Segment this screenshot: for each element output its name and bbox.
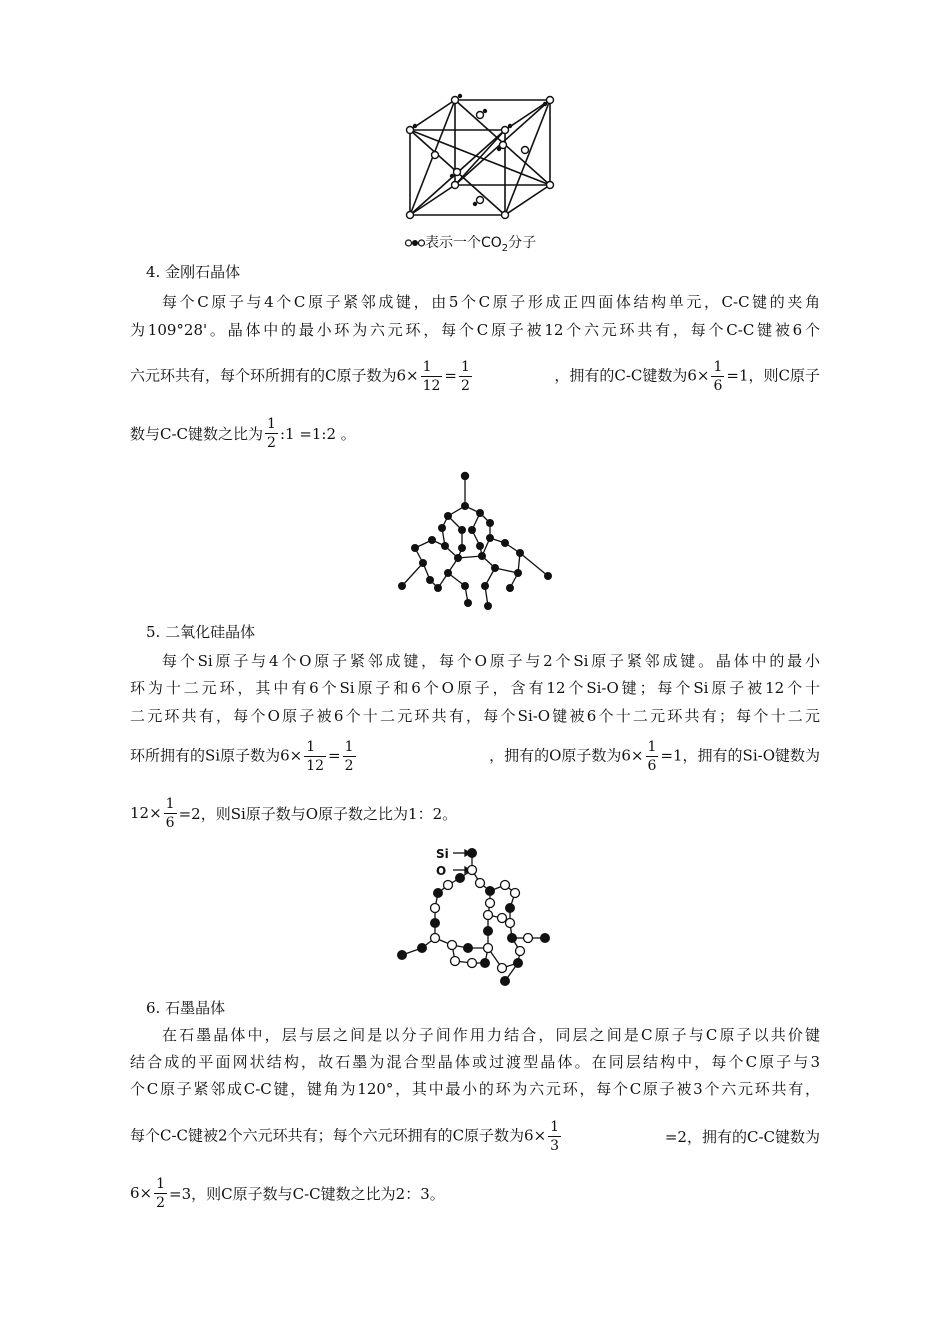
sec6-line-3: 个C原子紧邻成C-C键，键角为120°，其中最小的环为六元环，每个C原子被3个六元环共有， (130, 1080, 820, 1098)
sec6-line-2: 结合成的平面网状结构，故石墨为混合型晶体或过渡型晶体。在同层结构中，每个C原子与3 (130, 1053, 820, 1071)
co2-molecule-icon (405, 238, 425, 248)
sio2-crystal-figure (390, 843, 560, 993)
sec4-line-1: 每个C原子与4个C原子紧邻成键，由5个C原子形成正四面体结构单元，C-C键的夹角 (162, 293, 820, 311)
section-4-heading: 4. 金刚石晶体 (146, 263, 241, 281)
sec6-line-5: 6× $\frac{1}{2}$ =3，则C原子数与C-C键数之比为2：3。 (130, 1175, 445, 1211)
figure-caption: 表示一个$CO_2$分子 (405, 232, 536, 254)
sec4-line-4: 数与C-C键数之比为 $\frac{1}{2}$ :1 =1:2 。 (130, 415, 356, 451)
sec4-line-2: 为109°28'。晶体中的最小环为六元环，每个C原子被12个六元环共有，每个C-C键被6个 (130, 321, 820, 339)
co2-crystal-figure (395, 90, 565, 225)
o-label: O (436, 864, 447, 878)
sec6-line-4: 每个C-C键被2个六元环共有；每个六元环拥有的C原子数为6× $\frac{1}{3}$ =2，拥有的C-C键数为 (130, 1118, 820, 1154)
sec5-line-1: 每个Si原子与4个O原子紧邻成键，每个O原子与2个Si原子紧邻成键。晶体中的最小 (162, 652, 820, 670)
sec5-line-2: 环为十二元环，其中有6个Si原子和6个O原子，含有12个Si-O键；每个Si原子被12个十 (130, 679, 820, 697)
sec6-line-1: 在石墨晶体中，层与层之间是以分子间作用力结合，同层之间是C原子与C原子以共价键 (162, 1026, 820, 1044)
sec5-line-3: 二元环共有，每个O原子被6个十二元环共有，每个Si-O键被6个十二元环共有；每个十二元 (130, 707, 820, 725)
diamond-crystal-figure (390, 468, 560, 618)
sec4-line-3: 六元环共有，每个环所拥有的C原子数为6× $\frac{1}{12}$ = $\frac{1}{2}$ ，拥有的C-C键数为6× $\frac{1}{6}$ =1，则C原子 (130, 358, 820, 394)
si-label: Si (436, 847, 449, 861)
sec5-line-5: 12× $\frac{1}{6}$ =2，则Si原子数与O原子数之比为1：2。 (130, 795, 458, 831)
sec5-line-4: 环所拥有的Si原子数为6× $\frac{1}{12}$ = $\frac{1}{2}$ ，拥有的O原子数为6× $\frac{1}{6}$ =1，拥有的Si-O键数为 (130, 738, 820, 774)
section-5-heading: 5. 二氧化硅晶体 (146, 623, 256, 641)
section-6-heading: 6. 石墨晶体 (146, 999, 226, 1017)
